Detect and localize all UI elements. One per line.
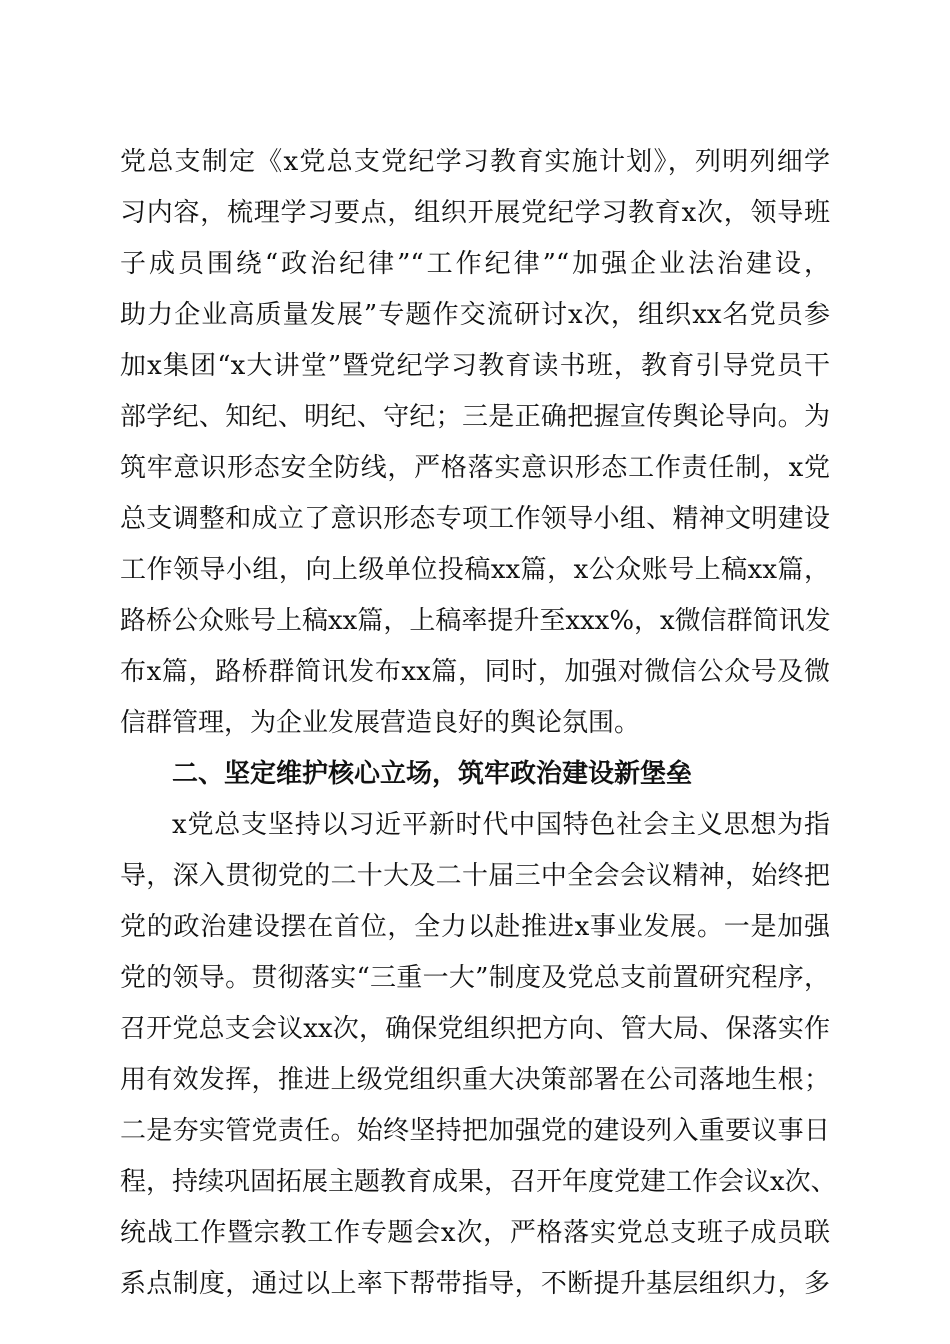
paragraph2-line-1: x党总支坚持以习近平新时代中国特色社会主义思想为指 [172,810,830,840]
paragraph1-line-2: 习内容，梳理学习要点，组织开展党纪学习教育x次，领导班 [120,198,830,228]
paragraph1-line-7: 筑牢意识形态安全防线，严格落实意识形态工作责任制，x党 [120,453,830,483]
paragraph2-line-4: 党的领导。贯彻落实“三重一大”制度及党总支前置研究程序， [120,963,830,993]
paragraph1-line-5: 加x集团“x大讲堂”暨党纪学习教育读书班，教育引导党员干 [120,351,830,381]
paragraph1-line-9: 工作领导小组，向上级单位投稿xx篇，x公众账号上稿xx篇， [120,555,830,585]
paragraph1-line-3: 子成员围绕“政治纪律”“工作纪律”“加强企业法治建设， [120,249,830,279]
paragraph1-line-12: 信群管理，为企业发展营造良好的舆论氛围。 [120,708,641,738]
paragraph1-line-4: 助力企业高质量发展”专题作交流研讨x次，组织xx名党员参 [120,300,830,330]
paragraph2-line-6: 用有效发挥，推进上级党组织重大决策部署在公司落地生根； [120,1065,830,1095]
paragraph2-line-8: 程，持续巩固拓展主题教育成果，召开年度党建工作会议x次、 [120,1167,837,1197]
paragraph2-line-2: 导，深入贯彻党的二十大及二十届三中全会会议精神，始终把 [120,861,830,891]
paragraph1-line-1: 党总支制定《x党总支党纪学习教育实施计划》，列明列细学 [120,147,830,177]
paragraph2-line-5: 召开党总支会议xx次，确保党组织把方向、管大局、保落实作 [120,1014,830,1044]
paragraph2-line-3: 党的政治建设摆在首位，全力以赴推进x事业发展。一是加强 [120,912,830,942]
paragraph2-line-7: 二是夯实管党责任。始终坚持把加强党的建设列入重要议事日 [120,1116,830,1146]
paragraph1-line-8: 总支调整和成立了意识形态专项工作领导小组、精神文明建设 [120,504,830,534]
paragraph1-line-10: 路桥公众账号上稿xx篇，上稿率提升至xxx%，x微信群简讯发 [120,606,831,636]
paragraph1-line-11: 布x篇，路桥群简讯发布xx篇，同时，加强对微信公众号及微 [120,657,830,687]
section-heading: 二、坚定维护核心立场，筑牢政治建设新堡垒 [172,759,693,789]
paragraph2-line-10: 系点制度，通过以上率下帮带指导，不断提升基层组织力，多 [120,1269,830,1299]
paragraph2-line-9: 统战工作暨宗教工作专题会x次，严格落实党总支班子成员联 [120,1218,830,1248]
paragraph1-line-6: 部学纪、知纪、明纪、守纪；三是正确把握宣传舆论导向。为 [120,402,830,432]
